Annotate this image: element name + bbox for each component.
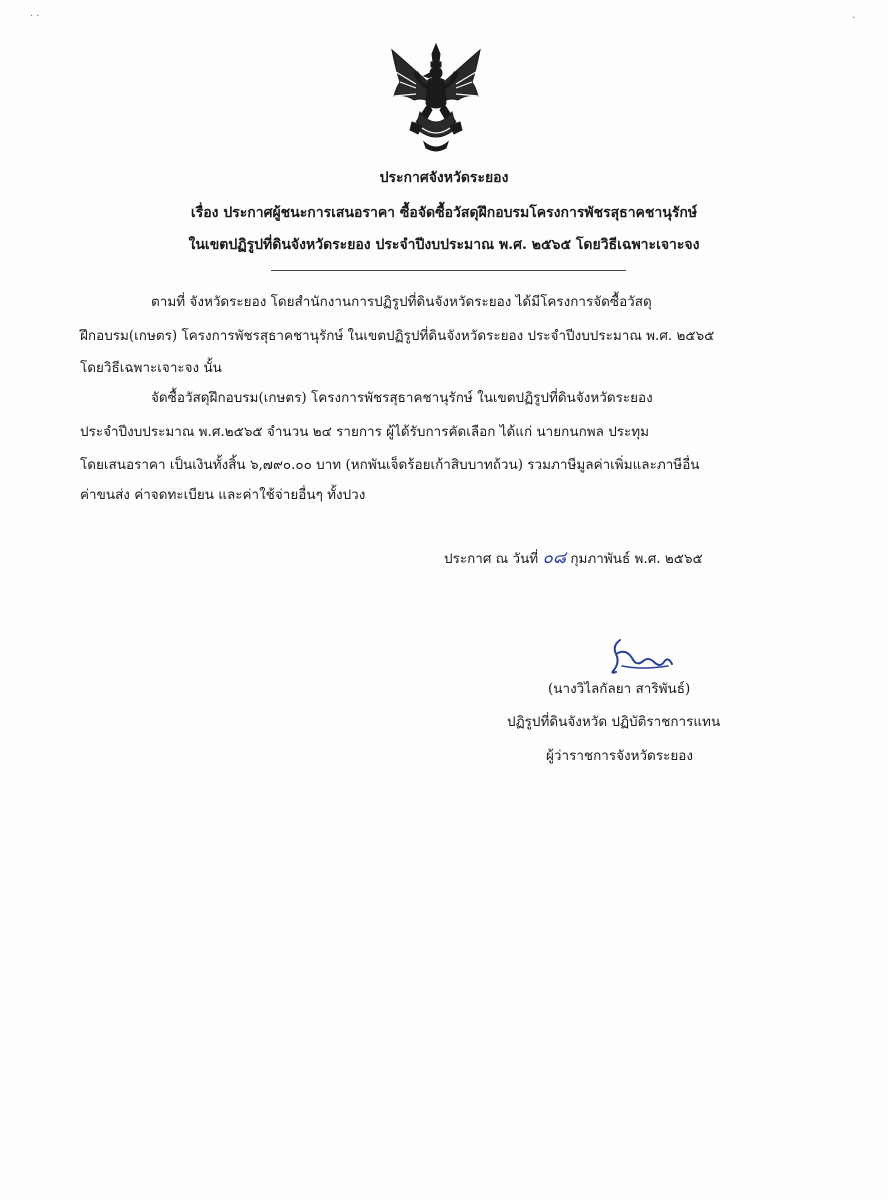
divider (271, 270, 626, 271)
signatory-name: (นางวิไลกัลยา สาริพันธ์) (548, 681, 691, 697)
handwritten-day: ๐๘ (542, 548, 567, 568)
subject-line: เรื่อง ประกาศผู้ชนะการเสนอราคา ซื้อจัดซื้อวัสดุฝึกอบรมโครงการพัชรสุธาคชานุรักษ์ (190, 205, 698, 221)
handwritten-signature-icon (606, 636, 678, 678)
paragraph-line: ประจำปีงบประมาณ พ.ศ.๒๕๖๕ จำนวน ๒๔ รายการ ผู้ได้รับการคัดเลือก ได้แก่ นายกนกพล ประทุม (80, 424, 650, 440)
paragraph-line: ค่าขนส่ง ค่าจดทะเบียน และค่าใช้จ่ายอื่นๆ ทั้งปวง (80, 487, 366, 503)
document-title: ประกาศจังหวัดระยอง (379, 170, 509, 186)
scan-speck: · · (30, 11, 40, 22)
paragraph-line: โดยเสนอราคา เป็นเงินทั้งสิ้น ๖,๗๙๐.๐๐ บาท (หกพันเจ็ดร้อยเก้าสิบบาทถ้วน) รวมภาษีมูลค่าเพิ่มและภาษีอื่น (80, 457, 700, 473)
subject-line: ในเขตปฏิรูปที่ดินจังหวัดระยอง ประจำปีงบประมาณ พ.ศ. ๒๕๖๕ โดยวิธีเฉพาะเจาะจง (188, 237, 700, 253)
announce-suffix: กุมภาพันธ์ พ.ศ. ๒๕๖๕ (570, 551, 703, 567)
paragraph-line: ฝึกอบรม(เกษตร) โครงการพัชรสุธาคชานุรักษ์ ในเขตปฏิรูปที่ดินจังหวัดระยอง ประจำปีงบประมาณ พ.ศ. ๒๕๖๕ (80, 328, 715, 344)
signatory-position: ปฏิรูปที่ดินจังหวัด ปฏิบัติราชการแทน (507, 714, 721, 730)
garuda-emblem-icon (386, 42, 486, 154)
announce-prefix: ประกาศ ณ วันที่ (444, 551, 539, 567)
paragraph-line: จัดซื้อวัสดุฝึกอบรม(เกษตร) โครงการพัชรสุธาคชานุรักษ์ ในเขตปฏิรูปที่ดินจังหวัดระยอง (151, 390, 653, 406)
scan-speck: · (852, 13, 856, 24)
announce-date (444, 548, 703, 569)
signatory-position: ผู้ว่าราชการจังหวัดระยอง (546, 748, 693, 764)
paragraph-line: โดยวิธีเฉพาะเจาะจง นั้น (80, 360, 222, 376)
paragraph-line: ตามที่ จังหวัดระยอง โดยสำนักงานการปฏิรูปที่ดินจังหวัดระยอง ได้มีโครงการจัดซื้อวัสดุ (151, 294, 652, 310)
